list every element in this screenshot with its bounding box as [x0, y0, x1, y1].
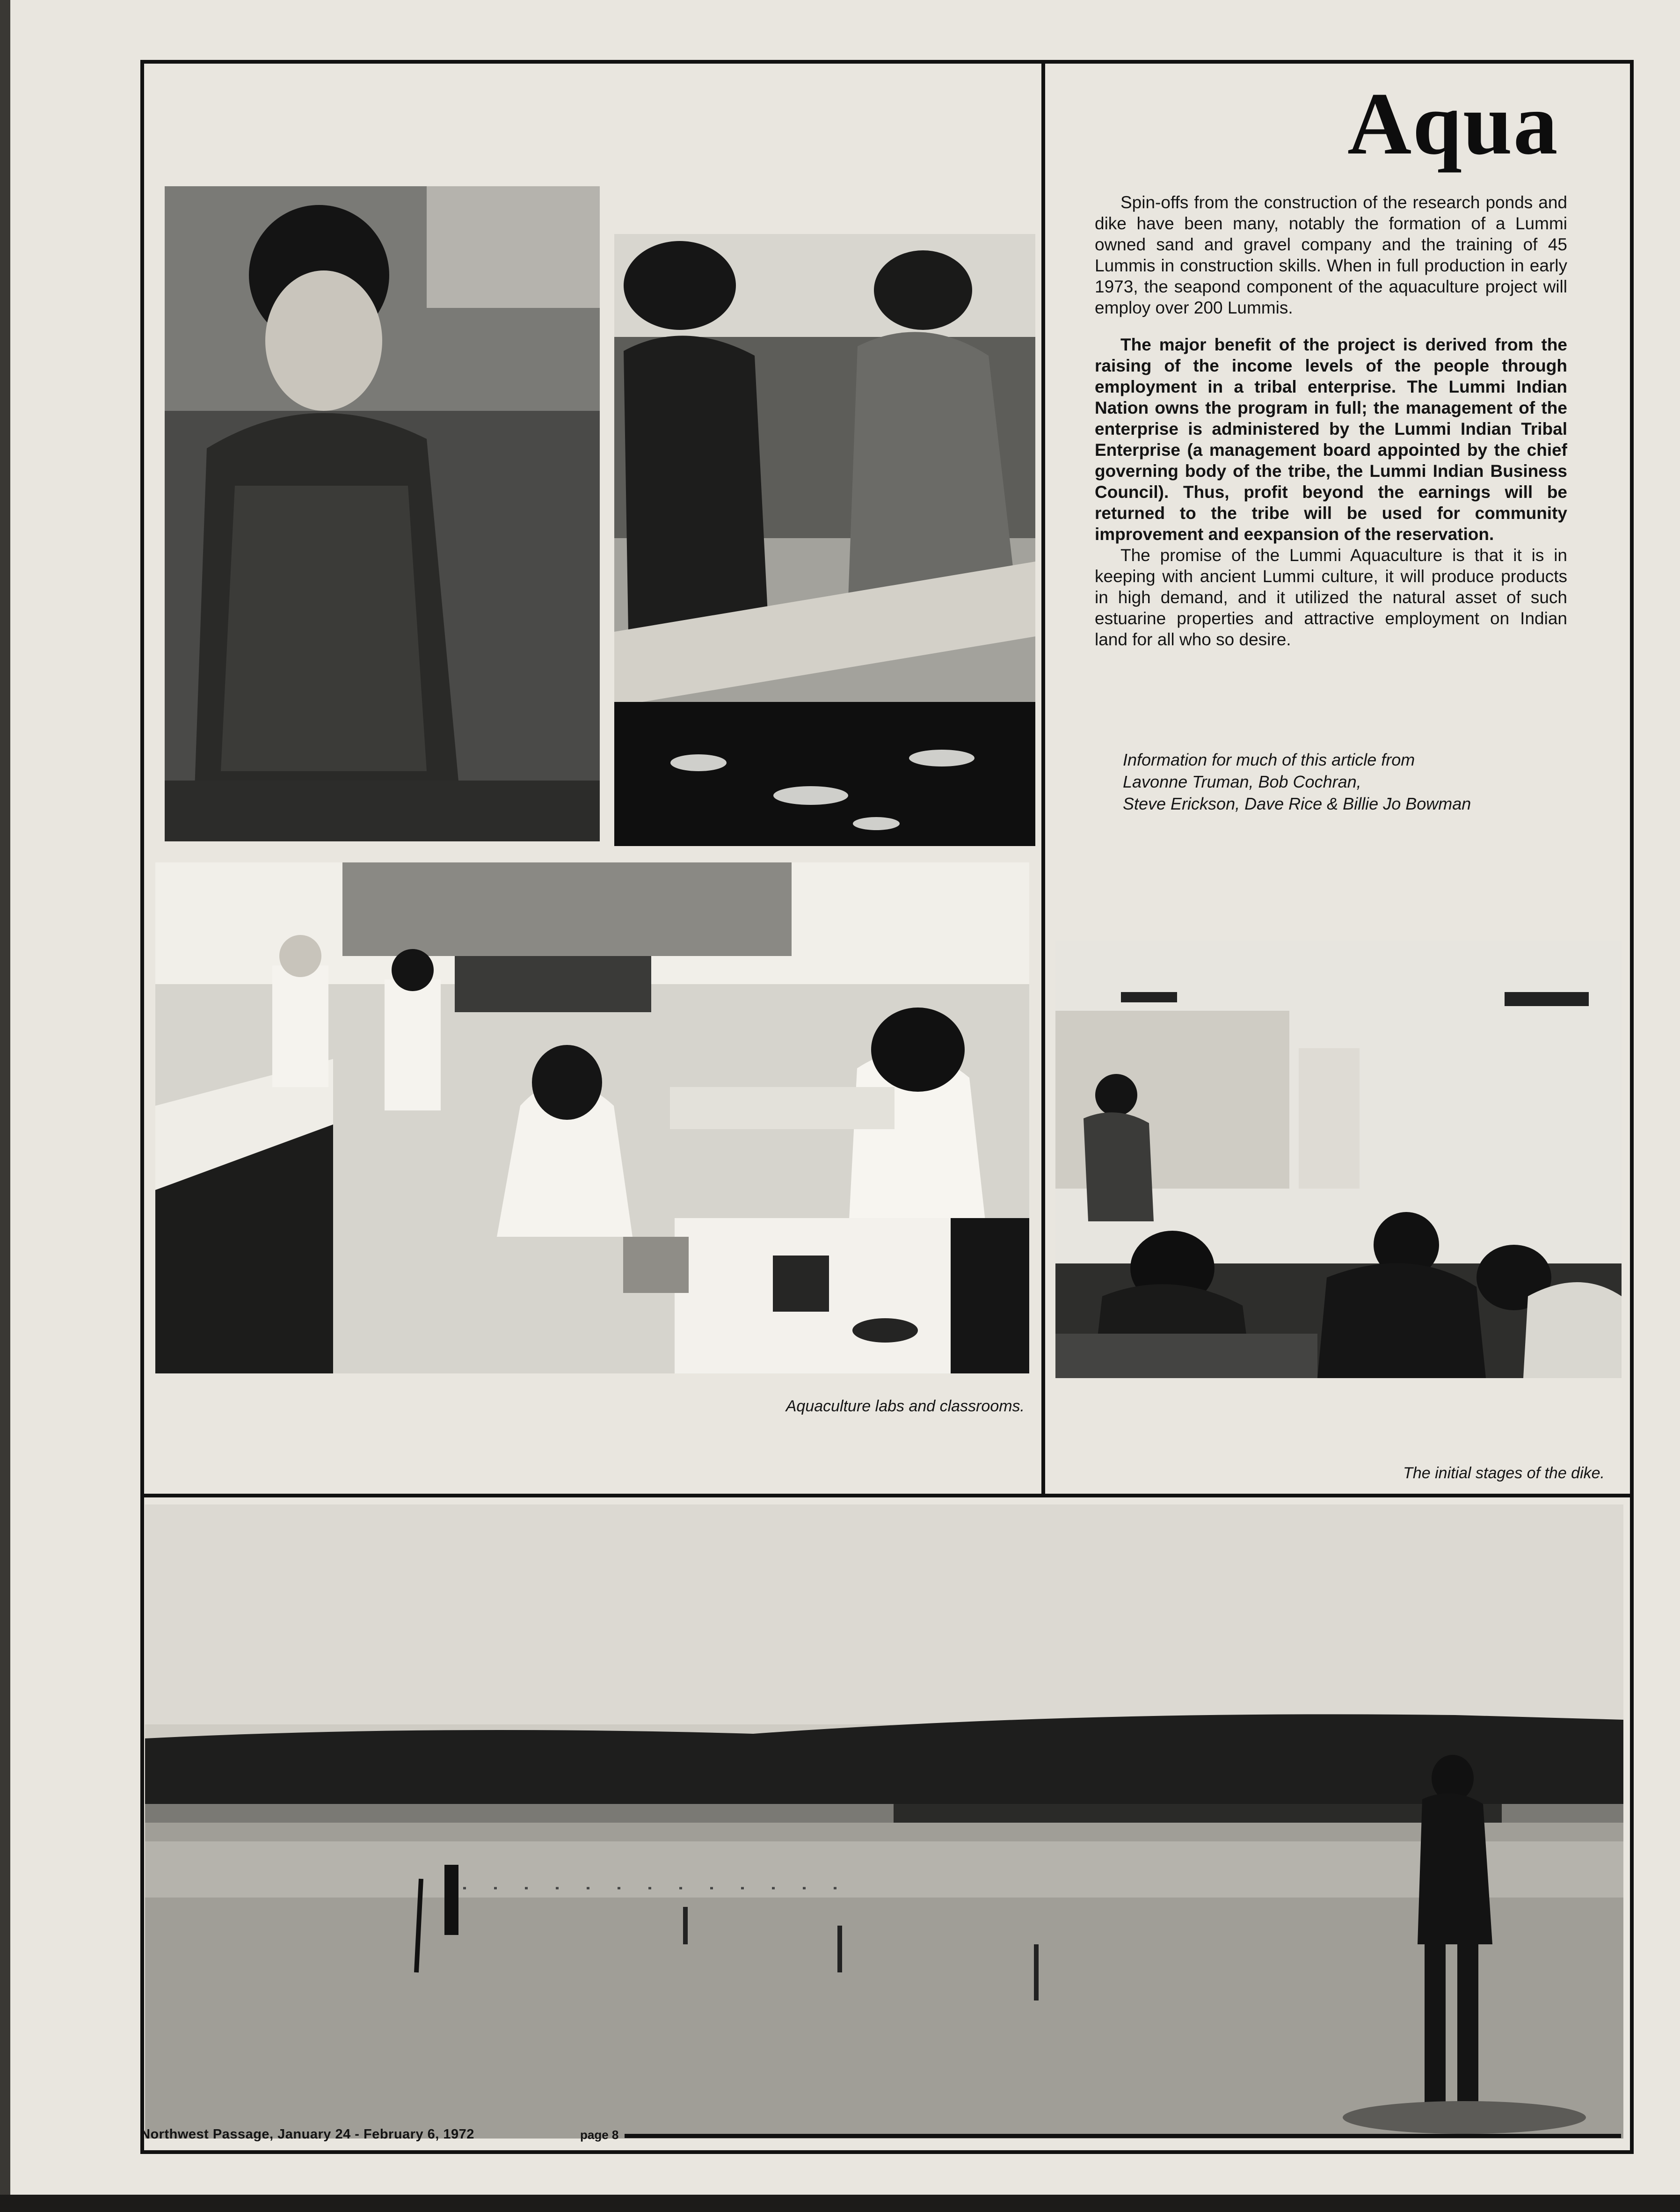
article-paragraph: The promise of the Lummi Aquaculture is that it is in keeping with ancient Lummi culture, it will produce products in high demand, and it utilized the natural asset of such estuarine properties and attractive employment on Indian land for all who so desire.: [1095, 546, 1567, 649]
photo-classroom: [1055, 941, 1622, 1378]
footer-rule: [625, 2134, 1621, 2138]
column-divider: [1041, 60, 1045, 1497]
article-body: [1095, 192, 1567, 666]
credits-line: Information for much of this article from: [1123, 750, 1415, 769]
article-paragraph: The major benefit of the project is derived from the raising of the income levels of the people through employment in a tribal enterprise. The Lummi Indian Nation owns the program in full; the management of the enterprise is administered by the Lummi Indian Tribal Enterprise (a management board appointed by the chief governing body of the tribe, the Lummi Indian Business Council). Thus, profit beyond the earnings will be returned to the tribe will be used for community improvement and eexpansion of the reservation.: [1095, 335, 1567, 544]
photo-worker-at-wheel: [165, 186, 600, 841]
photo-women-at-pond: [614, 234, 1035, 846]
article-title: Aqua: [1347, 75, 1559, 173]
article-credits: [1123, 749, 1563, 815]
page-binding-edge: [0, 0, 10, 2212]
article-paragraph: Spin-offs from the construction of the research ponds and dike have been many, notably the formation of a Lummi owned sand and gravel company and the training of 45 Lummis in construction skills. When in full production in early 1973, the seapond component of the aquaculture project will employ over 200 Lummis.: [1095, 193, 1567, 317]
photo-dike-construction: [145, 1504, 1623, 2139]
caption-labs: Aquaculture labs and classrooms.: [785, 1397, 1025, 1415]
credits-line: Steve Erickson, Dave Rice & Billie Jo Bowman: [1123, 794, 1471, 813]
row-divider: [140, 1494, 1634, 1497]
photo-aquaculture-lab: [155, 862, 1029, 1373]
scan-bottom-edge: [0, 2195, 1680, 2212]
footer-page-number: page 8: [580, 2128, 619, 2142]
footer-publication: Northwest Passage, January 24 - February 6, 1972: [140, 2127, 474, 2142]
caption-dike: The initial stages of the dike.: [1403, 1464, 1605, 1482]
credits-line: Lavonne Truman, Bob Cochran,: [1123, 772, 1361, 791]
